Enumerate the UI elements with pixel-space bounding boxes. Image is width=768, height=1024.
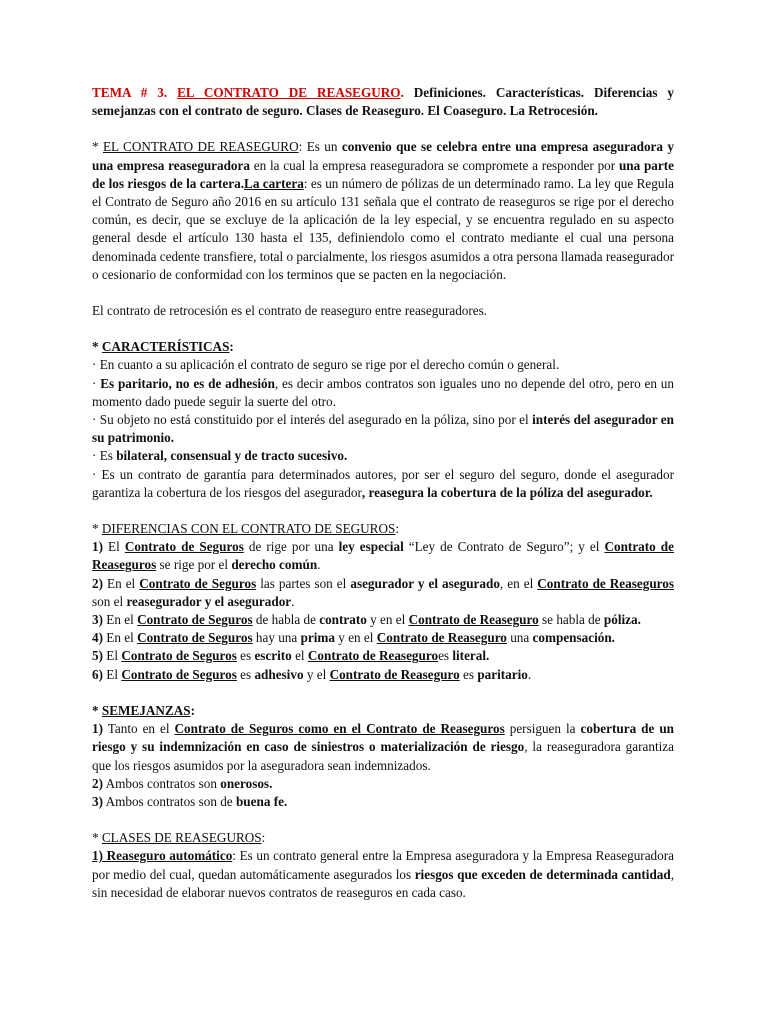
semejanza-item: 1) Tanto en el Contrato de Seguros como en el Contrato de Reaseguros persiguen la cobertura de un riesgo y su indemnización en caso de siniestros o materialización de riesgo, la reaseguradora garantiza que los riesgos asumidos por la aseguradora sean indemnizados. xyxy=(92,721,674,773)
section-contrato-paragraph: * EL CONTRATO DE REASEGURO: Es un convenio que se celebra entre una empresa aseguradora y una empresa reaseguradora en la cual la empresa reaseguradora se compromete a responder por una parte de los riesgos de la cartera.La cartera: es un número de pólizas de un determinado ramo. La ley que Regula el Contrato de Seguro año 2016 en su artículo 131 señala que el contrato de reaseguros se rige por el derecho común, es decir, que se excluye de la aplicación de la ley especial, y se encuentra regulado en su aspecto general desde el artículo 130 hasta el 135, definiendolo como el contrato mediante el cual una persona denominada cedente transfiere, total o parcialmente, los riesgos asumidos a otra persona llamada reasegurador o cesionario de conformidad con los terminos que se pacten en la negociación. xyxy=(92,139,674,282)
caracteristica-item: · Es paritario, no es de adhesión, es decir ambos contratos son iguales uno no depende del otro, pero en un momento dado puede seguir la suerte del otro. xyxy=(92,375,674,409)
diferencia-item: 4) En el Contrato de Seguros hay una prima y en el Contrato de Reaseguro una compensación. xyxy=(92,630,615,646)
diferencia-item: 1) El Contrato de Seguros de rige por una ley especial “Ley de Contrato de Seguro”; y el Contrato de Reaseguros se rige por el derecho común. xyxy=(92,539,674,573)
diferencia-item: 2) En el Contrato de Seguros las partes son el asegurador y el asegurado, en el Contrato de Reaseguros son el reasegurador y el asegurador. xyxy=(92,575,675,609)
caracteristica-item: · En cuanto a su aplicación el contrato de seguro se rige por el derecho común o general. xyxy=(92,357,560,373)
semejanza-item: 3) Ambos contratos son de buena fe. xyxy=(92,793,288,809)
diferencia-item: 5) El Contrato de Seguros es escrito el Contrato de Reaseguroes literal. xyxy=(92,648,490,664)
clase-item: 1) Reaseguro automático: Es un contrato general entre la Empresa aseguradora y la Empresa Reaseguradora por medio del cual, quedan automáticamente asegurados los riesgos que exceden de determinada cantidad, sin necesidad de elaborar nuevos contratos de reaseguros en cada caso. xyxy=(92,848,674,900)
diferencia-item: 6) El Contrato de Seguros es adhesivo y el Contrato de Reaseguro es paritario. xyxy=(92,666,532,682)
heading-caracteristicas: * CARACTERÍSTICAS: xyxy=(92,339,234,355)
heading-diferencias: * DIFERENCIAS CON EL CONTRATO DE SEGUROS: xyxy=(92,521,400,537)
topic-title: TEMA # 3. EL CONTRATO DE REASEGURO. Definiciones. Características. Diferencias y semejanzas con el contrato de seguro. Clases de Reaseguro. El Coaseguro. La Retrocesión. xyxy=(92,85,674,119)
document-body xyxy=(92,84,674,902)
topic-subtitle: Definiciones. Características. Diferencias y semejanzas con el contrato de seguro. Clases de Reaseguro. El Coaseguro. La Retrocesión. xyxy=(92,85,674,119)
semejanza-item: 2) Ambos contratos son onerosos. xyxy=(92,775,273,791)
caracteristica-item: · Es un contrato de garantía para determinados autores, por ser el seguro del seguro, donde el asegurador garantiza la cobertura de los riesgos del asegurador, reasegura la cobertura de la póliza del asegurador. xyxy=(92,466,674,500)
heading-semejanzas: * SEMEJANZAS: xyxy=(92,702,195,718)
heading-clases: * CLASES DE REASEGUROS: xyxy=(92,830,266,846)
topic-name: EL CONTRATO DE REASEGURO xyxy=(177,85,401,100)
topic-number: TEMA # 3. xyxy=(92,85,168,100)
diferencia-item: 3) En el Contrato de Seguros de habla de contrato y en el Contrato de Reaseguro se habla de póliza. xyxy=(92,612,641,628)
caracteristica-item: · Su objeto no está constituido por el interés del asegurado en la póliza, sino por el interés del asegurador en su patrimonio. xyxy=(92,412,674,446)
caracteristica-item: · Es bilateral, consensual y de tracto sucesivo. xyxy=(92,448,348,464)
retrocesion-paragraph: El contrato de retrocesión es el contrato de reaseguro entre reaseguradores. xyxy=(92,303,488,319)
